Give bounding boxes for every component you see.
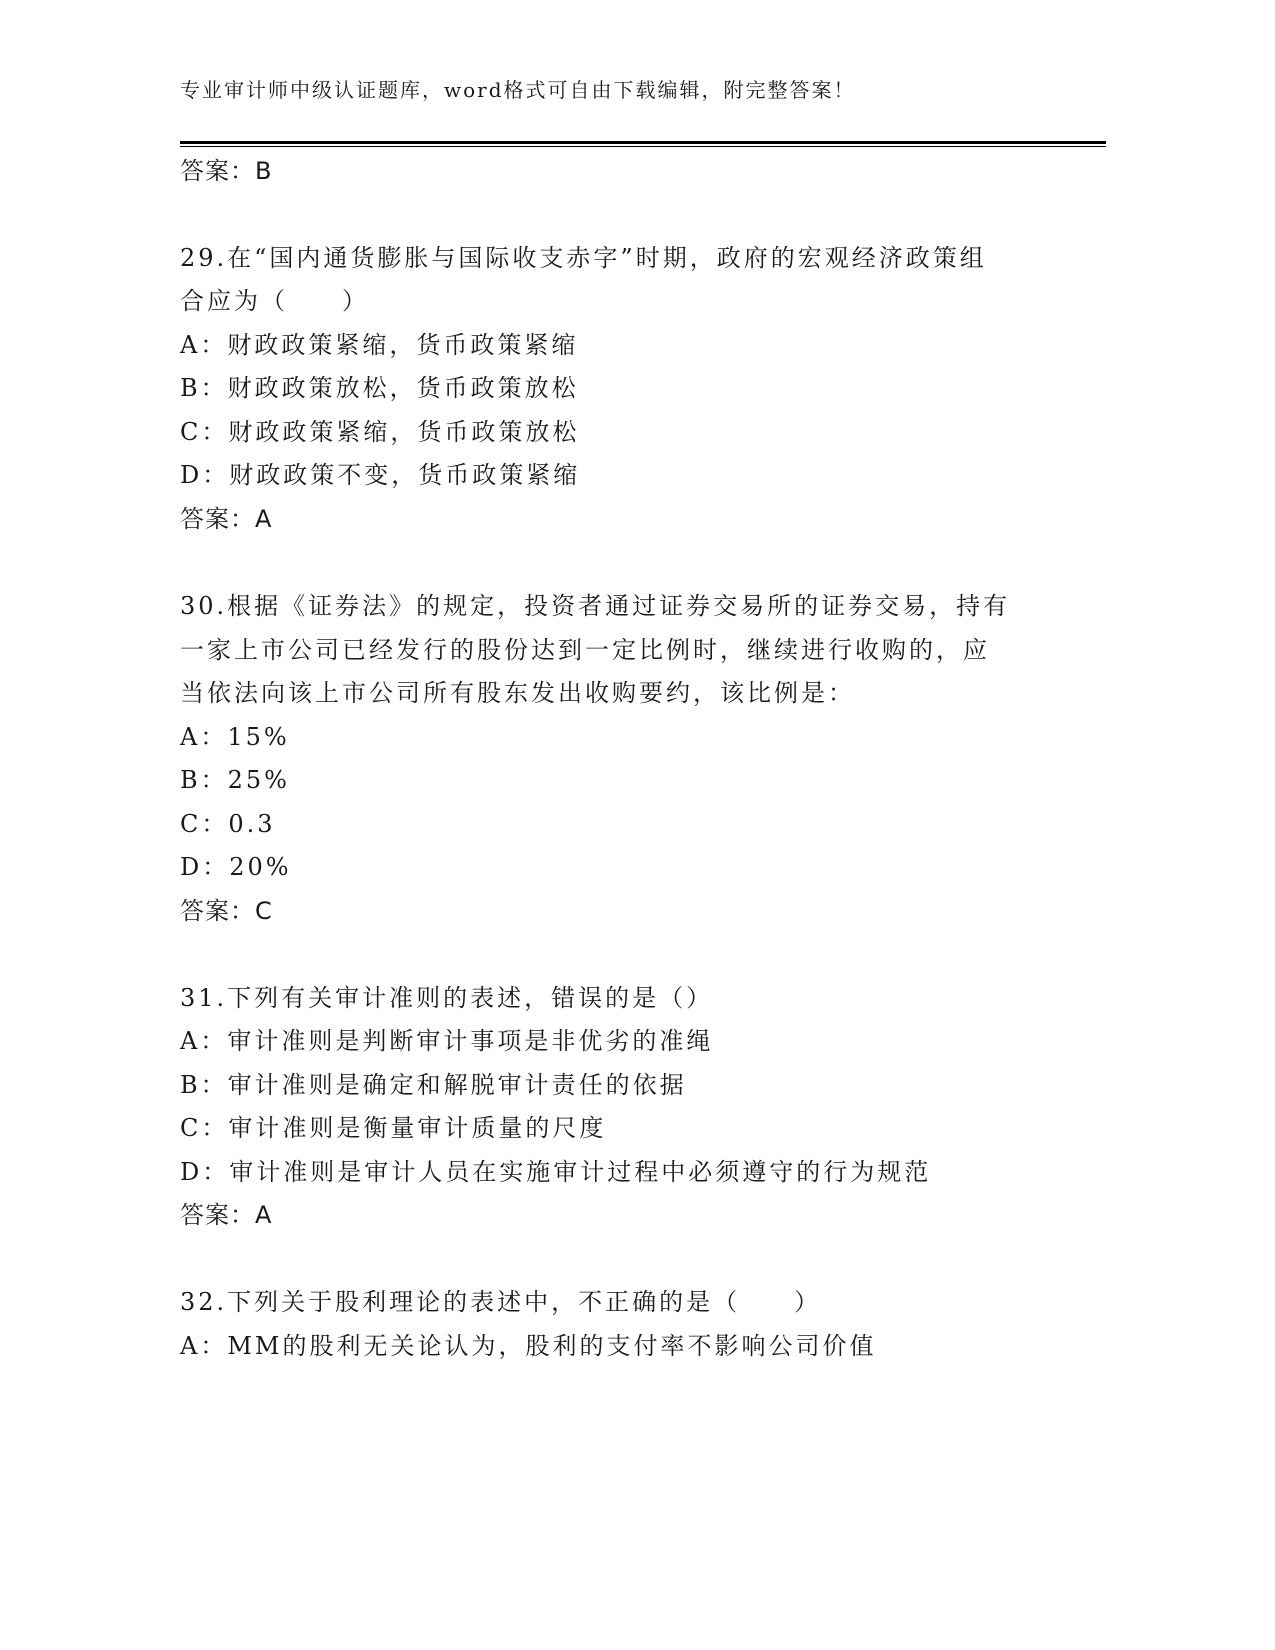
- question-29-option-d: D：财政政策不变，货币政策紧缩: [180, 461, 581, 489]
- header-rule-thick: [180, 141, 1106, 144]
- question-31-option-c: C：审计准则是衡量审计质量的尺度: [180, 1114, 607, 1142]
- answer-28: 答案：B: [180, 157, 273, 185]
- question-31-stem-line-1: 31.下列有关审计准则的表述，错误的是（）: [180, 984, 714, 1012]
- header-rule-thin: [180, 146, 1106, 147]
- question-31-option-b: B：审计准则是确定和解脱审计责任的依据: [180, 1071, 687, 1099]
- question-30-answer: 答案：C: [180, 897, 273, 925]
- question-29-answer: 答案：A: [180, 505, 273, 533]
- question-29-option-c: C：财政政策紧缩，货币政策放松: [180, 418, 580, 446]
- question-29-stem-line-2: 合应为（ ）: [180, 287, 369, 315]
- question-31-option-d: D：审计准则是审计人员在实施审计过程中必须遵守的行为规范: [180, 1158, 932, 1186]
- question-30-stem-line-1: 30.根据《证券法》的规定，投资者通过证券交易所的证券交易，持有: [180, 592, 1011, 620]
- question-30-option-a: A：15%: [180, 723, 290, 751]
- question-30-option-c: C：0.3: [180, 810, 276, 838]
- question-31-answer: 答案：A: [180, 1201, 273, 1229]
- question-30-option-b: B：25%: [180, 766, 290, 794]
- question-29-option-a: A：财政政策紧缩，货币政策紧缩: [180, 331, 579, 359]
- question-29-stem-line-1: 29.在“国内通货膨胀与国际收支赤字”时期，政府的宏观经济政策组: [180, 244, 987, 272]
- question-29-option-b: B：财政政策放松，货币政策放松: [180, 374, 579, 402]
- question-30-stem-line-3: 当依法向该上市公司所有股东发出收购要约，该比例是：: [180, 679, 855, 707]
- question-32-option-a: A：MM的股利无关论认为，股利的支付率不影响公司价值: [180, 1332, 877, 1360]
- question-32-stem-line-1: 32.下列关于股利理论的表述中，不正确的是（ ）: [180, 1288, 822, 1316]
- question-30-stem-line-2: 一家上市公司已经发行的股份达到一定比例时，继续进行收购的，应: [180, 636, 990, 664]
- question-30-option-d: D：20%: [180, 853, 292, 881]
- question-31-option-a: A：审计准则是判断审计事项是非优劣的准绳: [180, 1027, 714, 1055]
- page-header: 专业审计师中级认证题库，word格式可自由下载编辑，附完整答案！: [180, 78, 856, 102]
